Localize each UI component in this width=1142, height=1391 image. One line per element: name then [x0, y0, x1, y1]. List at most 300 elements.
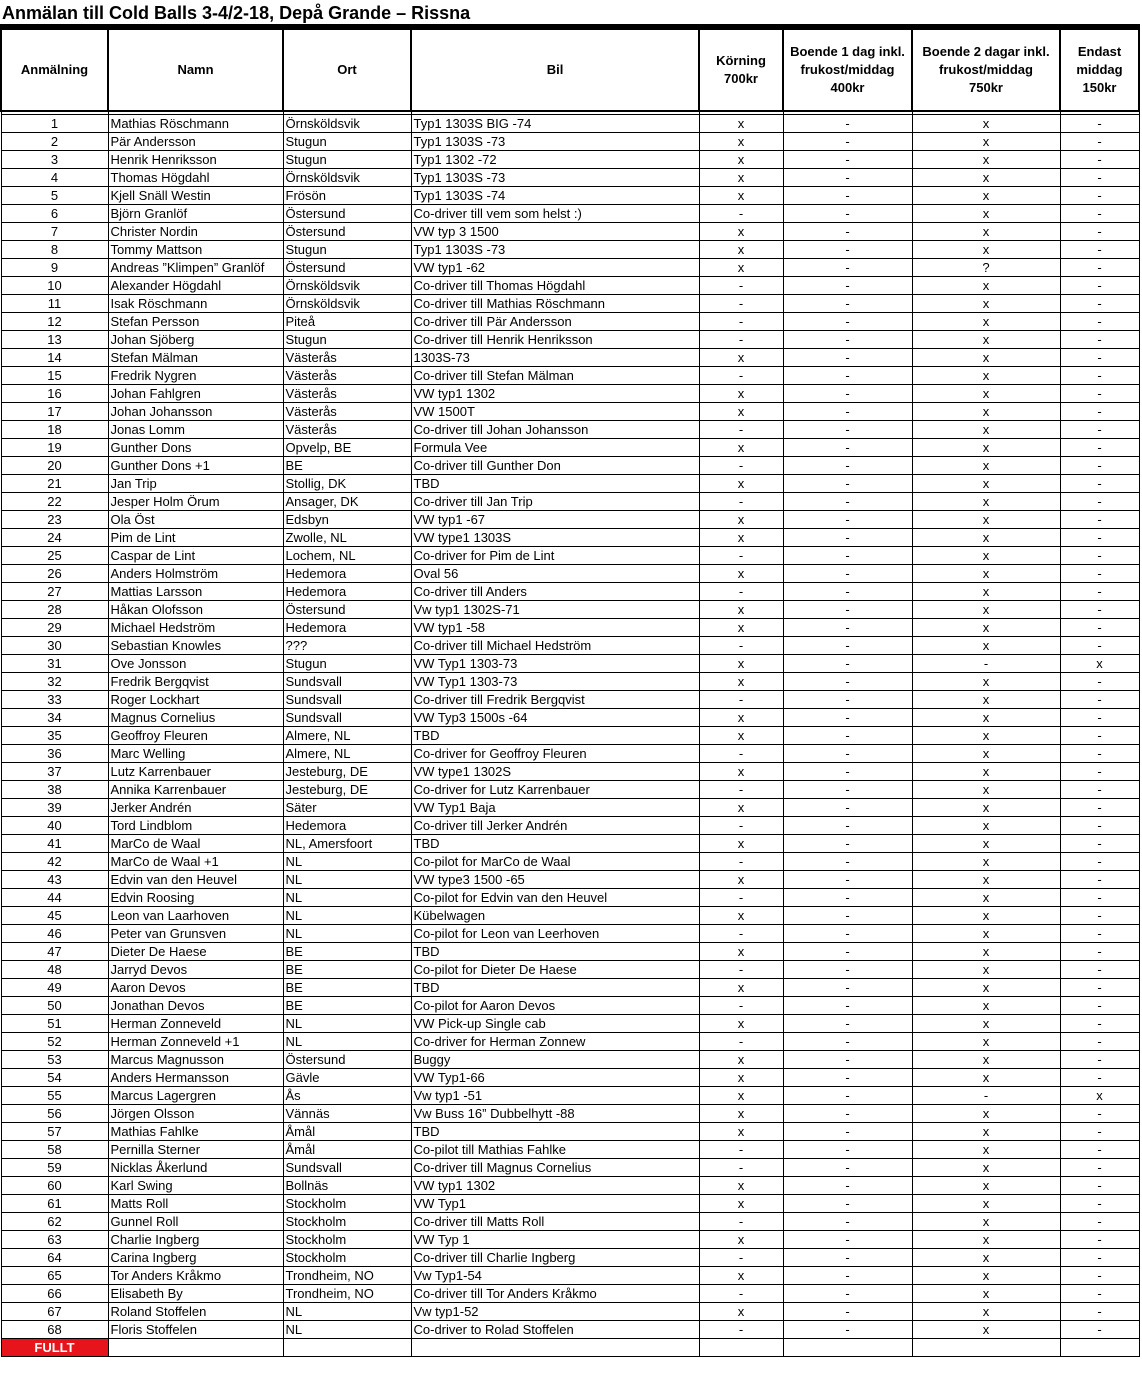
cell-boende1: -	[783, 619, 912, 637]
cell-number: 13	[1, 331, 108, 349]
cell-number: 62	[1, 1213, 108, 1231]
cell-city: Stugun	[283, 241, 411, 259]
cell-boende1: -	[783, 961, 912, 979]
cell-boende1: -	[783, 1069, 912, 1087]
cell-korning: -	[699, 313, 783, 331]
cell-boende1: -	[783, 1177, 912, 1195]
cell-number: 14	[1, 349, 108, 367]
cell-city: Västerås	[283, 403, 411, 421]
cell-boende1: -	[783, 1105, 912, 1123]
cell-number: 64	[1, 1249, 108, 1267]
cell-boende1: -	[783, 1285, 912, 1303]
cell-boende1: -	[783, 205, 912, 223]
table-row	[1, 439, 1139, 457]
cell-car: Co-pilot for Leon van Leerhoven	[411, 925, 699, 943]
table-row	[1, 565, 1139, 583]
cell-korning: x	[699, 727, 783, 745]
cell-endast: -	[1060, 1159, 1139, 1177]
table-row	[1, 781, 1139, 799]
cell-boende1: -	[783, 331, 912, 349]
cell-endast: -	[1060, 511, 1139, 529]
cell-number: 32	[1, 673, 108, 691]
cell-boende2: x	[912, 1051, 1060, 1069]
cell-car: Typ1 1302 -72	[411, 151, 699, 169]
table-row	[1, 133, 1139, 151]
cell-city: Hedemora	[283, 583, 411, 601]
cell-endast: -	[1060, 637, 1139, 655]
cell-car: VW Typ1-66	[411, 1069, 699, 1087]
cell-boende2: x	[912, 853, 1060, 871]
cell-city: NL	[283, 925, 411, 943]
cell-korning: x	[699, 709, 783, 727]
cell-korning: -	[699, 205, 783, 223]
cell-boende2: x	[912, 475, 1060, 493]
cell-name: Johan Sjöberg	[108, 331, 283, 349]
table-row	[1, 1069, 1139, 1087]
cell-car: Co-driver till Michael Hedström	[411, 637, 699, 655]
table-row	[1, 979, 1139, 997]
cell-name: Jörgen Olsson	[108, 1105, 283, 1123]
cell-boende2: x	[912, 799, 1060, 817]
header-boende1-line3: 400kr	[830, 80, 865, 95]
cell-number: 55	[1, 1087, 108, 1105]
cell-korning: -	[699, 1249, 783, 1267]
table-row	[1, 1195, 1139, 1213]
cell-boende2: x	[912, 763, 1060, 781]
cell-car: Co-driver till Anders	[411, 583, 699, 601]
table-row	[1, 1141, 1139, 1159]
cell-city: Östersund	[283, 259, 411, 277]
cell-boende1: -	[783, 745, 912, 763]
cell-boende1: -	[783, 241, 912, 259]
cell-car: VW Pick-up Single cab	[411, 1015, 699, 1033]
cell-city: Örnsköldsvik	[283, 169, 411, 187]
table-row	[1, 457, 1139, 475]
cell-boende1: -	[783, 1249, 912, 1267]
cell-name: Lutz Karrenbauer	[108, 763, 283, 781]
cell-korning: -	[699, 853, 783, 871]
cell-boende2: x	[912, 1285, 1060, 1303]
cell-city: NL	[283, 1033, 411, 1051]
cell-name: Kjell Snäll Westin	[108, 187, 283, 205]
cell-car: VW typ1 -67	[411, 511, 699, 529]
table-row	[1, 151, 1139, 169]
cell-city: Åmål	[283, 1123, 411, 1141]
header-row	[1, 29, 1139, 111]
cell-endast: -	[1060, 1105, 1139, 1123]
cell-city: Sundsvall	[283, 1159, 411, 1177]
cell-name: Stefan Persson	[108, 313, 283, 331]
cell-number: 8	[1, 241, 108, 259]
cell-endast: -	[1060, 673, 1139, 691]
header-boende2	[912, 29, 1060, 111]
cell-city: Gävle	[283, 1069, 411, 1087]
cell-boende2: x	[912, 1141, 1060, 1159]
table-row	[1, 1231, 1139, 1249]
table-row	[1, 871, 1139, 889]
cell-car: Vw typ1 -51	[411, 1087, 699, 1105]
cell-korning: -	[699, 1159, 783, 1177]
cell-city: Västerås	[283, 385, 411, 403]
cell-endast: -	[1060, 331, 1139, 349]
cell-korning: x	[699, 907, 783, 925]
cell-car: VW typ1 -58	[411, 619, 699, 637]
header-bil: Bil	[411, 29, 699, 111]
cell-boende2: x	[912, 457, 1060, 475]
cell-korning: x	[699, 1177, 783, 1195]
cell-name: Gunther Dons	[108, 439, 283, 457]
cell-boende2: x	[912, 961, 1060, 979]
cell-endast: -	[1060, 313, 1139, 331]
cell-car: Co-pilot for Edvin van den Heuvel	[411, 889, 699, 907]
cell-name: Sebastian Knowles	[108, 637, 283, 655]
cell-boende1: -	[783, 1267, 912, 1285]
cell-endast: -	[1060, 1141, 1139, 1159]
cell-name: Elisabeth By	[108, 1285, 283, 1303]
cell-city: Opvelp, BE	[283, 439, 411, 457]
cell-car: Co-driver till Jerker Andrén	[411, 817, 699, 835]
cell-car: TBD	[411, 1123, 699, 1141]
cell-city: Västerås	[283, 421, 411, 439]
cell-city: Sundsvall	[283, 673, 411, 691]
cell-boende1: -	[783, 1159, 912, 1177]
cell-name: Fredrik Bergqvist	[108, 673, 283, 691]
cell-name: Gunther Dons +1	[108, 457, 283, 475]
cell-korning: x	[699, 259, 783, 277]
cell-name: Anders Holmström	[108, 565, 283, 583]
cell-korning: -	[699, 1033, 783, 1051]
cell-car: Co-driver till Tor Anders Kråkmo	[411, 1285, 699, 1303]
cell-korning: x	[699, 871, 783, 889]
cell-car: Co-driver till Jan Trip	[411, 493, 699, 511]
cell-korning: x	[699, 169, 783, 187]
cell-korning: x	[699, 673, 783, 691]
cell-korning: x	[699, 619, 783, 637]
cell-name: Tommy Mattson	[108, 241, 283, 259]
cell-car: VW Typ3 1500s -64	[411, 709, 699, 727]
cell-korning: -	[699, 547, 783, 565]
cell-boende1: -	[783, 223, 912, 241]
cell-name: Nicklas Åkerlund	[108, 1159, 283, 1177]
cell-car: VW Typ1 1303-73	[411, 655, 699, 673]
cell-boende2: x	[912, 493, 1060, 511]
cell-city: Jesteburg, DE	[283, 781, 411, 799]
cell-boende1: -	[783, 601, 912, 619]
fullt-label: FULLT	[1, 1339, 108, 1357]
cell-city: Säter	[283, 799, 411, 817]
cell-city: NL	[283, 907, 411, 925]
cell-city: Stockholm	[283, 1213, 411, 1231]
cell-car: TBD	[411, 475, 699, 493]
table-row	[1, 799, 1139, 817]
cell-boende2: x	[912, 205, 1060, 223]
cell-name: Johan Johansson	[108, 403, 283, 421]
cell-city: BE	[283, 961, 411, 979]
cell-endast: -	[1060, 223, 1139, 241]
header-boende1-line1: Boende 1 dag inkl.	[790, 44, 905, 59]
cell-number: 21	[1, 475, 108, 493]
table-row	[1, 277, 1139, 295]
table-row	[1, 1015, 1139, 1033]
cell-boende1: -	[783, 763, 912, 781]
cell-boende1: -	[783, 979, 912, 997]
cell-endast: -	[1060, 691, 1139, 709]
cell-car: Co-driver till Mathias Röschmann	[411, 295, 699, 313]
cell-boende1: -	[783, 385, 912, 403]
cell-number: 48	[1, 961, 108, 979]
cell-car: Co-driver for Lutz Karrenbauer	[411, 781, 699, 799]
cell-korning: -	[699, 367, 783, 385]
cell-endast: -	[1060, 1177, 1139, 1195]
cell-name: Gunnel Roll	[108, 1213, 283, 1231]
cell-boende1: -	[783, 1231, 912, 1249]
cell-korning: x	[699, 979, 783, 997]
cell-boende1: -	[783, 583, 912, 601]
table-row	[1, 1105, 1139, 1123]
cell-car: TBD	[411, 727, 699, 745]
cell-car: VW typ1 1302	[411, 385, 699, 403]
cell-korning: x	[699, 1123, 783, 1141]
cell-city: Stugun	[283, 331, 411, 349]
table-row	[1, 547, 1139, 565]
cell-endast: -	[1060, 583, 1139, 601]
cell-boende2: x	[912, 277, 1060, 295]
cell-city: NL	[283, 853, 411, 871]
cell-name: Jarryd Devos	[108, 961, 283, 979]
cell-number: 29	[1, 619, 108, 637]
cell-city: Örnsköldsvik	[283, 295, 411, 313]
cell-number: 41	[1, 835, 108, 853]
cell-city: Lochem, NL	[283, 547, 411, 565]
cell-endast: -	[1060, 961, 1139, 979]
cell-name: Karl Swing	[108, 1177, 283, 1195]
cell-boende1: -	[783, 421, 912, 439]
cell-number: 23	[1, 511, 108, 529]
cell-number: 10	[1, 277, 108, 295]
page-title: Anmälan till Cold Balls 3-4/2-18, Depå Grande – Rissna	[2, 3, 471, 23]
cell-boende1: -	[783, 1051, 912, 1069]
header-boende2-line3: 750kr	[969, 80, 1003, 95]
cell-korning: x	[699, 1051, 783, 1069]
cell-car: Co-driver till Pär Andersson	[411, 313, 699, 331]
cell-boende2: -	[912, 1087, 1060, 1105]
cell-korning: x	[699, 601, 783, 619]
cell-endast: -	[1060, 1033, 1139, 1051]
cell-number: 20	[1, 457, 108, 475]
cell-boende1: -	[783, 511, 912, 529]
cell-number: 36	[1, 745, 108, 763]
cell-boende2: x	[912, 1015, 1060, 1033]
table-row	[1, 475, 1139, 493]
cell-boende1: -	[783, 871, 912, 889]
cell-number: 15	[1, 367, 108, 385]
cell-car: Co-driver till Henrik Henriksson	[411, 331, 699, 349]
table-row	[1, 691, 1139, 709]
cell-boende1: -	[783, 907, 912, 925]
header-namn: Namn	[108, 29, 283, 111]
cell-korning: x	[699, 133, 783, 151]
cell-car: VW 1500T	[411, 403, 699, 421]
cell-name: Mathias Röschmann	[108, 115, 283, 133]
cell-endast: -	[1060, 799, 1139, 817]
table-row	[1, 205, 1139, 223]
cell-name: Roland Stoffelen	[108, 1303, 283, 1321]
cell-city: NL	[283, 1321, 411, 1339]
cell-boende1: -	[783, 1213, 912, 1231]
cell-number: 66	[1, 1285, 108, 1303]
cell-city: Almere, NL	[283, 745, 411, 763]
cell-boende1: -	[783, 457, 912, 475]
cell-endast: -	[1060, 475, 1139, 493]
cell-boende1: -	[783, 781, 912, 799]
cell-number: 39	[1, 799, 108, 817]
cell-boende2: -	[912, 655, 1060, 673]
cell-korning: -	[699, 637, 783, 655]
cell-korning: x	[699, 835, 783, 853]
cell-car: Buggy	[411, 1051, 699, 1069]
cell-boende1: -	[783, 259, 912, 277]
cell-endast: -	[1060, 403, 1139, 421]
cell-boende1: -	[783, 925, 912, 943]
cell-boende2: x	[912, 1123, 1060, 1141]
cell-number: 27	[1, 583, 108, 601]
cell-city: Västerås	[283, 349, 411, 367]
cell-boende1: -	[783, 151, 912, 169]
cell-korning: x	[699, 475, 783, 493]
cell-city: Stockholm	[283, 1231, 411, 1249]
cell-boende2: x	[912, 331, 1060, 349]
table-row	[1, 1051, 1139, 1069]
cell-city: Almere, NL	[283, 727, 411, 745]
cell-korning: -	[699, 781, 783, 799]
cell-car: VW Typ1 1303-73	[411, 673, 699, 691]
table-row	[1, 223, 1139, 241]
cell-endast: -	[1060, 241, 1139, 259]
cell-number: 28	[1, 601, 108, 619]
cell-city: BE	[283, 997, 411, 1015]
cell-number: 57	[1, 1123, 108, 1141]
cell-boende2: x	[912, 583, 1060, 601]
cell-car: Co-driver till Fredrik Bergqvist	[411, 691, 699, 709]
cell-boende1: -	[783, 169, 912, 187]
cell-city: BE	[283, 457, 411, 475]
cell-city: Östersund	[283, 223, 411, 241]
cell-city: Stugun	[283, 655, 411, 673]
cell-city: Hedemora	[283, 619, 411, 637]
cell-boende2: x	[912, 745, 1060, 763]
cell-boende2: x	[912, 1267, 1060, 1285]
cell-number: 61	[1, 1195, 108, 1213]
cell-endast: -	[1060, 493, 1139, 511]
cell-name: Roger Lockhart	[108, 691, 283, 709]
cell-boende2: x	[912, 817, 1060, 835]
cell-korning: x	[699, 349, 783, 367]
cell-city: Jesteburg, DE	[283, 763, 411, 781]
cell-boende1: -	[783, 547, 912, 565]
cell-name: Isak Röschmann	[108, 295, 283, 313]
cell-city: Västerås	[283, 367, 411, 385]
table-row	[1, 1303, 1139, 1321]
cell-boende1: -	[783, 295, 912, 313]
cell-endast: -	[1060, 1303, 1139, 1321]
table-row	[1, 727, 1139, 745]
cell-boende1: -	[783, 529, 912, 547]
cell-city: Ås	[283, 1087, 411, 1105]
cell-city: Örnsköldsvik	[283, 115, 411, 133]
cell-endast: -	[1060, 115, 1139, 133]
cell-name: Michael Hedström	[108, 619, 283, 637]
cell-car: Formula Vee	[411, 439, 699, 457]
cell-name: Ola Öst	[108, 511, 283, 529]
table-row	[1, 115, 1139, 133]
cell-car: VW type3 1500 -65	[411, 871, 699, 889]
cell-car: Co-driver till Matts Roll	[411, 1213, 699, 1231]
cell-boende2: x	[912, 547, 1060, 565]
cell-boende1: -	[783, 133, 912, 151]
cell-boende2: x	[912, 151, 1060, 169]
cell-endast: -	[1060, 367, 1139, 385]
cell-city: Trondheim, NO	[283, 1267, 411, 1285]
cell-korning: x	[699, 1069, 783, 1087]
cell-city: Sundsvall	[283, 691, 411, 709]
cell-name: Marc Welling	[108, 745, 283, 763]
cell-number: 6	[1, 205, 108, 223]
cell-boende1: -	[783, 349, 912, 367]
cell-number: 31	[1, 655, 108, 673]
cell-boende1: -	[783, 799, 912, 817]
cell-car: Co-driver till Johan Johansson	[411, 421, 699, 439]
cell-korning: x	[699, 241, 783, 259]
cell-korning: -	[699, 691, 783, 709]
cell-city: BE	[283, 943, 411, 961]
cell-name: Caspar de Lint	[108, 547, 283, 565]
cell-name: Edvin Roosing	[108, 889, 283, 907]
table-row	[1, 889, 1139, 907]
cell-boende2: x	[912, 691, 1060, 709]
cell-endast: -	[1060, 205, 1139, 223]
cell-name: Matts Roll	[108, 1195, 283, 1213]
cell-car: Co-driver till Thomas Högdahl	[411, 277, 699, 295]
cell-boende2: x	[912, 637, 1060, 655]
cell-name: Anders Hermansson	[108, 1069, 283, 1087]
cell-boende2: x	[912, 871, 1060, 889]
cell-number: 40	[1, 817, 108, 835]
cell-name: Tord Lindblom	[108, 817, 283, 835]
header-boende1-line2: frukost/middag	[800, 62, 895, 77]
cell-name: Mattias Larsson	[108, 583, 283, 601]
table-row	[1, 673, 1139, 691]
cell-number: 65	[1, 1267, 108, 1285]
cell-boende1: -	[783, 1033, 912, 1051]
cell-korning: x	[699, 223, 783, 241]
cell-endast: -	[1060, 295, 1139, 313]
table-row	[1, 259, 1139, 277]
cell-car: Kübelwagen	[411, 907, 699, 925]
cell-boende1: -	[783, 1195, 912, 1213]
cell-endast: -	[1060, 871, 1139, 889]
header-boende2-line1: Boende 2 dagar inkl.	[922, 44, 1050, 59]
cell-boende2: x	[912, 529, 1060, 547]
cell-endast: -	[1060, 853, 1139, 871]
cell-name: Henrik Henriksson	[108, 151, 283, 169]
cell-endast: -	[1060, 1015, 1139, 1033]
cell-number: 3	[1, 151, 108, 169]
cell-boende1: -	[783, 889, 912, 907]
cell-car: Typ1 1303S -73	[411, 169, 699, 187]
cell-number: 5	[1, 187, 108, 205]
cell-name: Dieter De Haese	[108, 943, 283, 961]
cell-boende1: -	[783, 727, 912, 745]
